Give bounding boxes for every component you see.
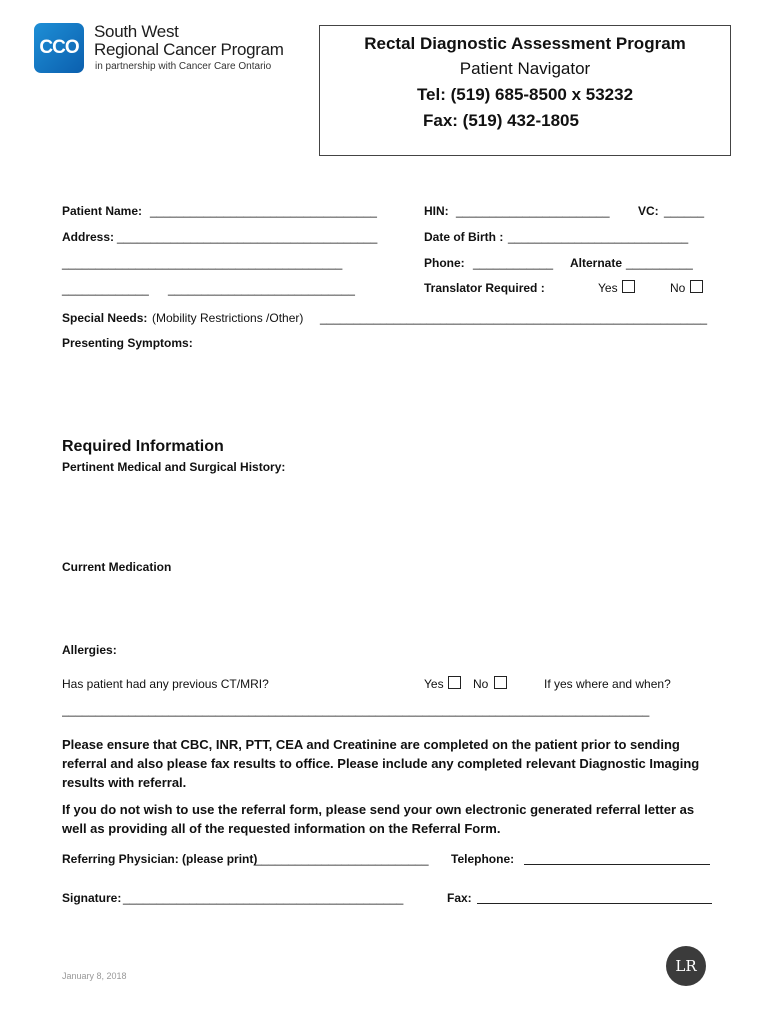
address-field-3a[interactable]: _____________ <box>62 282 149 296</box>
program-fax: Fax: (519) 432-1805 <box>423 111 579 130</box>
translator-label: Translator Required : <box>424 281 545 295</box>
lr-badge-icon[interactable]: LR <box>666 946 706 986</box>
section-divider: ________________________________________________________________________________________ <box>62 703 650 717</box>
patient-name-field[interactable]: __________________________________ <box>150 204 377 218</box>
address-field-1[interactable]: _______________________________________ <box>117 230 378 244</box>
hin-field[interactable]: _______________________ <box>456 204 610 218</box>
ct-yes-checkbox[interactable] <box>448 676 461 689</box>
translator-no-checkbox[interactable] <box>690 280 703 293</box>
special-needs-detail: (Mobility Restrictions /Other) <box>152 311 304 325</box>
signature-field[interactable]: __________________________________________ <box>123 891 404 905</box>
notice-line-5: well as providing all of the requested information on the Referral Form. <box>62 821 501 836</box>
notice-line-1: Please ensure that CBC, INR, PTT, CEA and Creatinine are completed on the patient prior to sending <box>62 737 680 752</box>
translator-yes-label: Yes <box>598 281 618 295</box>
required-info-heading: Required Information <box>62 438 224 455</box>
signature-label: Signature: <box>62 891 122 905</box>
presenting-symptoms-label: Presenting Symptoms: <box>62 336 193 350</box>
logo-line-1: South West <box>94 22 179 41</box>
where-when-label: If yes where and when? <box>544 677 671 691</box>
notice-line-3: results with referral. <box>62 775 187 790</box>
phone-field[interactable]: ____________ <box>473 256 554 270</box>
program-title: Rectal Diagnostic Assessment Program <box>364 34 686 53</box>
dob-label: Date of Birth : <box>424 230 504 244</box>
vc-label: VC: <box>638 204 659 218</box>
dob-field[interactable]: ___________________________ <box>508 230 689 244</box>
address-label: Address: <box>62 230 115 244</box>
special-needs-label: Special Needs: <box>62 311 148 325</box>
notice-line-4: If you do not wish to use the referral form, please send your own electronic generated referral letter as <box>62 802 695 817</box>
translator-no-label: No <box>670 281 686 295</box>
logo-tagline: in partnership with Cancer Care Ontario <box>95 61 272 72</box>
ct-no-label: No <box>473 677 489 691</box>
translator-yes-checkbox[interactable] <box>622 280 635 293</box>
footer-date: January 8, 2018 <box>62 971 127 981</box>
phone-label: Phone: <box>424 256 465 270</box>
medical-history-label: Pertinent Medical and Surgical History: <box>62 460 286 474</box>
address-field-2[interactable]: __________________________________________ <box>62 256 343 270</box>
special-needs-field[interactable]: __________________________________________________________ <box>320 311 708 325</box>
allergies-label: Allergies: <box>62 643 117 657</box>
program-telephone: Tel: (519) 685-8500 x 53232 <box>416 85 634 104</box>
alternate-label: Alternate <box>570 256 623 270</box>
logo-line-2: Regional Cancer Program <box>94 40 284 59</box>
ct-no-checkbox[interactable] <box>494 676 507 689</box>
address-field-3b[interactable]: ____________________________ <box>168 282 355 296</box>
ct-yes-label: Yes <box>424 677 444 691</box>
hin-label: HIN: <box>424 204 449 218</box>
patient-name-label: Patient Name: <box>62 204 143 218</box>
notice-line-2: referral and also please fax results to office. Please include any completed relevant Diagnostic Imaging <box>62 756 700 771</box>
ct-mri-question: Has patient had any previous CT/MRI? <box>62 677 269 691</box>
fax-field[interactable] <box>477 903 712 904</box>
alternate-field[interactable]: __________ <box>626 256 693 270</box>
program-subtitle: Patient Navigator <box>459 59 591 78</box>
telephone-field[interactable] <box>524 864 710 865</box>
cco-logo-icon: CCO <box>34 23 84 73</box>
fax-label: Fax: <box>447 891 472 905</box>
telephone-label: Telephone: <box>451 852 515 866</box>
vc-field[interactable]: ______ <box>664 204 705 218</box>
referring-physician-field[interactable]: __________________________ <box>255 852 429 866</box>
current-medication-label: Current Medication <box>62 560 172 574</box>
referring-physician-label: Referring Physician: (please print) <box>62 852 258 866</box>
